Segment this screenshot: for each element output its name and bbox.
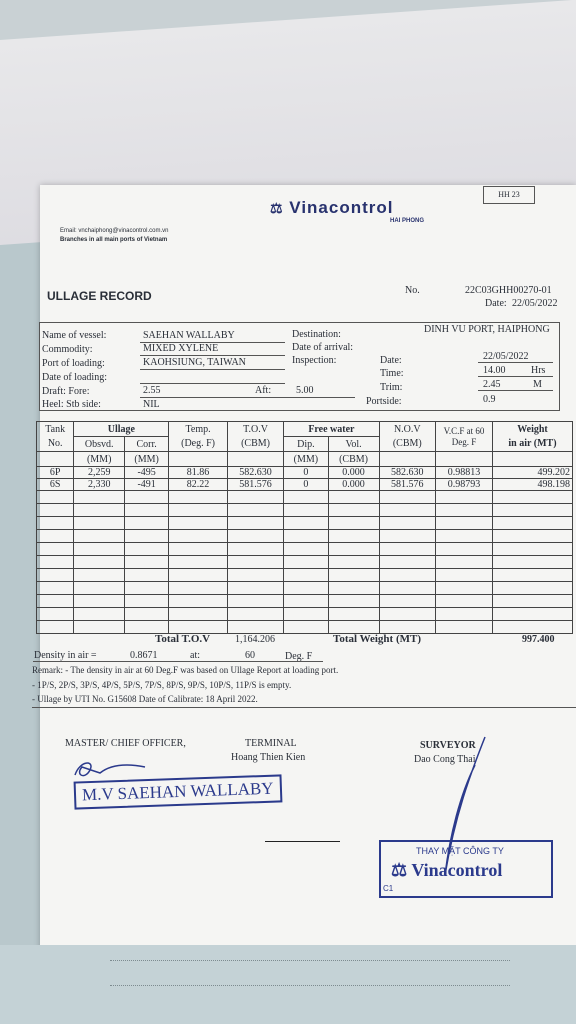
th-obsvd: Obsvd.	[74, 437, 125, 452]
cell-empty	[74, 543, 125, 556]
cell-empty	[124, 556, 168, 569]
label-vessel: Name of vessel:	[42, 330, 107, 341]
cell-empty	[284, 569, 328, 582]
cell-empty	[284, 556, 328, 569]
th-weight-unit: in air (MT)	[492, 437, 572, 452]
cell-empty	[169, 517, 228, 530]
th-corr: Corr.	[124, 437, 168, 452]
table-row	[37, 479, 573, 491]
cell-empty	[328, 517, 379, 530]
th-temp-unit: (Deg. F)	[169, 437, 228, 452]
cell-empty	[124, 504, 168, 517]
scale-logo-icon: ⚖	[391, 860, 408, 880]
master-sign-line	[265, 841, 340, 842]
table-row-empty	[37, 504, 573, 517]
cell-weight: 498.198	[492, 479, 572, 491]
cell-empty	[74, 504, 125, 517]
arrival-label: Date of arrival:	[292, 342, 354, 353]
cell-empty	[227, 621, 283, 634]
th-tov-unit: (CBM)	[227, 437, 283, 452]
cell-empty	[37, 491, 74, 504]
cell-empty	[37, 543, 74, 556]
port-of-loading: KAOHSIUNG, TAIWAN	[143, 357, 246, 368]
aft-label: Aft:	[255, 385, 272, 396]
cell-empty	[227, 491, 283, 504]
company-stamp-code: C1	[383, 884, 394, 893]
th-dip-unit: (MM)	[284, 452, 328, 467]
table-row-empty	[37, 517, 573, 530]
cell-empty	[492, 517, 572, 530]
ship-stamp-text: M.V SAEHAN WALLABY	[81, 778, 274, 805]
table-row-empty	[37, 543, 573, 556]
cell-empty	[74, 530, 125, 543]
cell-empty	[227, 595, 283, 608]
cell-empty	[227, 556, 283, 569]
cell-empty	[328, 608, 379, 621]
terminal-name: Hoang Thien Kien	[231, 752, 306, 763]
th-blank	[169, 452, 228, 467]
cell-empty	[169, 543, 228, 556]
cell-empty	[328, 504, 379, 517]
insp-date-label: Date:	[380, 355, 402, 366]
cell-empty	[284, 504, 328, 517]
company-stamp	[379, 840, 553, 898]
inspection-label: Inspection:	[292, 355, 337, 366]
density-at-label: at:	[190, 650, 200, 661]
th-blank	[435, 452, 492, 467]
brand-name: Vinacontrol	[289, 198, 394, 217]
table-row-empty	[37, 491, 573, 504]
cell-empty	[74, 517, 125, 530]
cell-empty	[284, 530, 328, 543]
cell-tov: 581.576	[227, 479, 283, 491]
time-unit: Hrs	[531, 365, 546, 376]
cell-empty	[328, 569, 379, 582]
cell-empty	[284, 491, 328, 504]
table-row-empty	[37, 530, 573, 543]
brand-subtitle: HAI PHONG	[390, 218, 425, 224]
th-blank	[492, 452, 572, 467]
terminal-label: TERMINAL	[245, 738, 297, 749]
cell-empty	[379, 608, 435, 621]
underline	[140, 355, 285, 356]
total-tov: 1,164.206	[235, 634, 275, 645]
cell-vol: 0.000	[328, 467, 379, 479]
portside-label: Portside:	[366, 396, 402, 407]
cell-empty	[284, 517, 328, 530]
cell-empty	[169, 569, 228, 582]
cell-empty	[227, 582, 283, 595]
cell-empty	[74, 556, 125, 569]
cell-obsvd: 2,330	[74, 479, 125, 491]
underline	[478, 376, 553, 377]
record-no: 22C03GHH00270-01	[465, 285, 552, 296]
cell-empty	[37, 517, 74, 530]
time: 14.00	[483, 365, 506, 376]
cell-empty	[492, 582, 572, 595]
company-stamp-brand: Vinacontrol	[411, 860, 503, 880]
remark-line-3: - Ullage by UTI No. G15608 Date of Calibrate: 18 April 2022.	[32, 694, 258, 704]
record-title: ULLAGE RECORD	[47, 289, 152, 303]
cell-dip: 0	[284, 479, 328, 491]
cell-empty	[227, 608, 283, 621]
cell-tank: 6P	[37, 467, 74, 479]
th-nov-unit: (CBM)	[379, 437, 435, 452]
cell-empty	[492, 491, 572, 504]
cell-vcf: 0.98793	[435, 479, 492, 491]
cell-empty	[435, 569, 492, 582]
cell-empty	[435, 595, 492, 608]
th-tov: T.O.V	[227, 422, 283, 437]
underline	[478, 390, 553, 391]
commodity: MIXED XYLENE	[143, 343, 219, 354]
cell-empty	[379, 491, 435, 504]
remark-line-1: Remark: - The density in air at 60 Deg.F was based on Ullage Report at loading port.	[32, 665, 339, 675]
table-row	[37, 467, 573, 479]
cell-empty	[124, 608, 168, 621]
cell-empty	[435, 504, 492, 517]
cell-empty	[227, 530, 283, 543]
cell-empty	[37, 582, 74, 595]
table-row-empty	[37, 595, 573, 608]
remark-rule	[32, 707, 576, 708]
cell-corr: -495	[124, 467, 168, 479]
table-row-empty	[37, 621, 573, 634]
cell-empty	[492, 595, 572, 608]
underline	[478, 362, 553, 363]
remark-line-2: - 1P/S, 2P/S, 3P/S, 4P/S, 5P/S, 7P/S, 8P/S, 9P/S, 10P/S, 11P/S is empty.	[32, 680, 292, 690]
time-label: Time:	[380, 368, 404, 379]
th-tank: Tank	[37, 422, 74, 437]
trim-label: Trim:	[380, 382, 403, 393]
cell-corr: -491	[124, 479, 168, 491]
cell-empty	[169, 491, 228, 504]
cell-empty	[227, 569, 283, 582]
cell-empty	[379, 530, 435, 543]
th-temp: Temp.	[169, 422, 228, 437]
cell-nov: 581.576	[379, 479, 435, 491]
cell-temp: 82.22	[169, 479, 228, 491]
destination: DINH VU PORT, HAIPHONG	[424, 324, 550, 335]
cell-empty	[492, 530, 572, 543]
ullage-table	[36, 421, 573, 634]
table-row-empty	[37, 556, 573, 569]
table-row-empty	[37, 582, 573, 595]
cell-empty	[328, 582, 379, 595]
cell-empty	[169, 556, 228, 569]
cell-empty	[169, 621, 228, 634]
cell-empty	[284, 582, 328, 595]
cell-empty	[74, 569, 125, 582]
surveyor-name: Dao Cong Thai	[414, 754, 476, 765]
cell-empty	[435, 608, 492, 621]
cell-vol: 0.000	[328, 479, 379, 491]
cell-empty	[227, 517, 283, 530]
heel: NIL	[143, 399, 160, 410]
cell-weight: 499.202	[492, 467, 572, 479]
th-weight: Weight	[492, 422, 572, 437]
cell-empty	[37, 569, 74, 582]
cell-empty	[124, 582, 168, 595]
cell-empty	[492, 608, 572, 621]
cell-empty	[492, 621, 572, 634]
draft-fore: 2.55	[143, 385, 161, 396]
th-free-water: Free water	[284, 422, 379, 437]
cell-dip: 0	[284, 467, 328, 479]
th-obsvd-unit: (MM)	[74, 452, 125, 467]
cell-empty	[169, 608, 228, 621]
brand-logo	[270, 198, 394, 218]
table-row-empty	[37, 569, 573, 582]
table-row-empty	[37, 608, 573, 621]
cell-empty	[124, 530, 168, 543]
trim: 2.45	[483, 379, 501, 390]
cell-empty	[379, 582, 435, 595]
th-corr-unit: (MM)	[124, 452, 168, 467]
cell-empty	[379, 621, 435, 634]
th-vcf: V.C.F at 60 Deg. F	[435, 422, 492, 452]
th-ullage: Ullage	[74, 422, 169, 437]
th-blank	[37, 452, 74, 467]
cell-empty	[74, 595, 125, 608]
cell-empty	[37, 608, 74, 621]
company-stamp-top: THAY MẶT CÔNG TY	[416, 846, 504, 856]
cell-empty	[124, 517, 168, 530]
cell-empty	[492, 504, 572, 517]
cell-empty	[492, 543, 572, 556]
cell-empty	[492, 556, 572, 569]
cell-empty	[284, 595, 328, 608]
cell-empty	[169, 504, 228, 517]
scale-logo-icon: ⚖	[270, 200, 284, 216]
cell-empty	[435, 530, 492, 543]
cell-empty	[379, 569, 435, 582]
th-blank	[227, 452, 283, 467]
cell-vcf: 0.98813	[435, 467, 492, 479]
cell-empty	[74, 621, 125, 634]
cell-empty	[435, 543, 492, 556]
total-tov-label: Total T.O.V	[155, 633, 211, 645]
cell-empty	[328, 543, 379, 556]
cell-empty	[435, 491, 492, 504]
cell-empty	[169, 530, 228, 543]
th-vol-unit: (CBM)	[328, 452, 379, 467]
record-no-label: No.	[405, 285, 420, 296]
th-no: No.	[37, 437, 74, 452]
cell-empty	[379, 517, 435, 530]
portside: 0.9	[483, 394, 496, 405]
underline	[140, 383, 285, 384]
cell-empty	[124, 621, 168, 634]
cell-tov: 582.630	[227, 467, 283, 479]
form-number: HH 23	[498, 190, 520, 199]
cell-empty	[227, 504, 283, 517]
density-label: Density in air =	[34, 650, 97, 661]
cell-empty	[227, 543, 283, 556]
destination-label: Destination:	[292, 329, 341, 340]
cell-empty	[328, 621, 379, 634]
master-label: MASTER/ CHIEF OFFICER,	[65, 738, 186, 749]
th-nov: N.O.V	[379, 422, 435, 437]
cell-empty	[379, 543, 435, 556]
th-dip: Dip.	[284, 437, 328, 452]
cell-empty	[74, 491, 125, 504]
cell-empty	[124, 569, 168, 582]
cell-empty	[435, 517, 492, 530]
cell-empty	[328, 595, 379, 608]
cell-empty	[435, 556, 492, 569]
cell-obsvd: 2,259	[74, 467, 125, 479]
cell-empty	[328, 556, 379, 569]
cell-empty	[435, 621, 492, 634]
cell-empty	[328, 530, 379, 543]
insp-date: 22/05/2022	[483, 351, 529, 362]
header-branches: Branches in all main ports of Vietnam	[60, 237, 168, 243]
cell-empty	[284, 608, 328, 621]
th-blank	[379, 452, 435, 467]
total-weight: 997.400	[522, 634, 555, 645]
label-commodity: Commodity:	[42, 344, 93, 355]
cell-empty	[169, 582, 228, 595]
record-date: 22/05/2022	[512, 298, 558, 309]
header-email: Email: vnchaiphong@vinacontrol.com.vn	[60, 228, 169, 234]
cell-empty	[37, 556, 74, 569]
cell-tank: 6S	[37, 479, 74, 491]
cell-empty	[124, 491, 168, 504]
trim-unit: M	[533, 379, 542, 390]
cell-temp: 81.86	[169, 467, 228, 479]
cell-empty	[379, 504, 435, 517]
cell-empty	[37, 530, 74, 543]
vessel-name: SAEHAN WALLABY	[143, 330, 235, 341]
underline	[140, 369, 285, 370]
cell-empty	[328, 491, 379, 504]
cell-empty	[124, 595, 168, 608]
ullage-table-body	[37, 467, 573, 634]
cell-empty	[74, 582, 125, 595]
cell-empty	[37, 504, 74, 517]
density-unit: Deg. F	[285, 651, 313, 662]
cell-empty	[169, 595, 228, 608]
density-line	[33, 661, 323, 662]
label-port-loading: Port of loading:	[42, 358, 105, 369]
density-at-value: 60	[245, 650, 255, 661]
draft-aft: 5.00	[296, 385, 314, 396]
label-date-loading: Date of loading:	[42, 372, 107, 383]
cell-empty	[37, 595, 74, 608]
record-date-label: Date:	[485, 298, 507, 309]
cell-empty	[74, 608, 125, 621]
form-number-box	[483, 186, 535, 204]
cell-nov: 582.630	[379, 467, 435, 479]
th-vol: Vol.	[328, 437, 379, 452]
total-weight-label: Total Weight (MT)	[333, 633, 422, 645]
label-draft: Draft: Fore:	[42, 386, 90, 397]
density-value: 0.8671	[130, 650, 158, 661]
cell-empty	[37, 621, 74, 634]
underline	[140, 397, 355, 398]
cell-empty	[379, 556, 435, 569]
cell-empty	[435, 582, 492, 595]
cell-empty	[284, 621, 328, 634]
dotted-line	[110, 960, 510, 961]
label-heel: Heel: Stb side:	[42, 399, 101, 410]
dotted-line	[110, 985, 510, 986]
cell-empty	[379, 595, 435, 608]
cell-empty	[124, 543, 168, 556]
cell-empty	[284, 543, 328, 556]
surveyor-label: SURVEYOR	[420, 740, 476, 751]
company-stamp-logo	[391, 860, 502, 881]
cell-empty	[492, 569, 572, 582]
